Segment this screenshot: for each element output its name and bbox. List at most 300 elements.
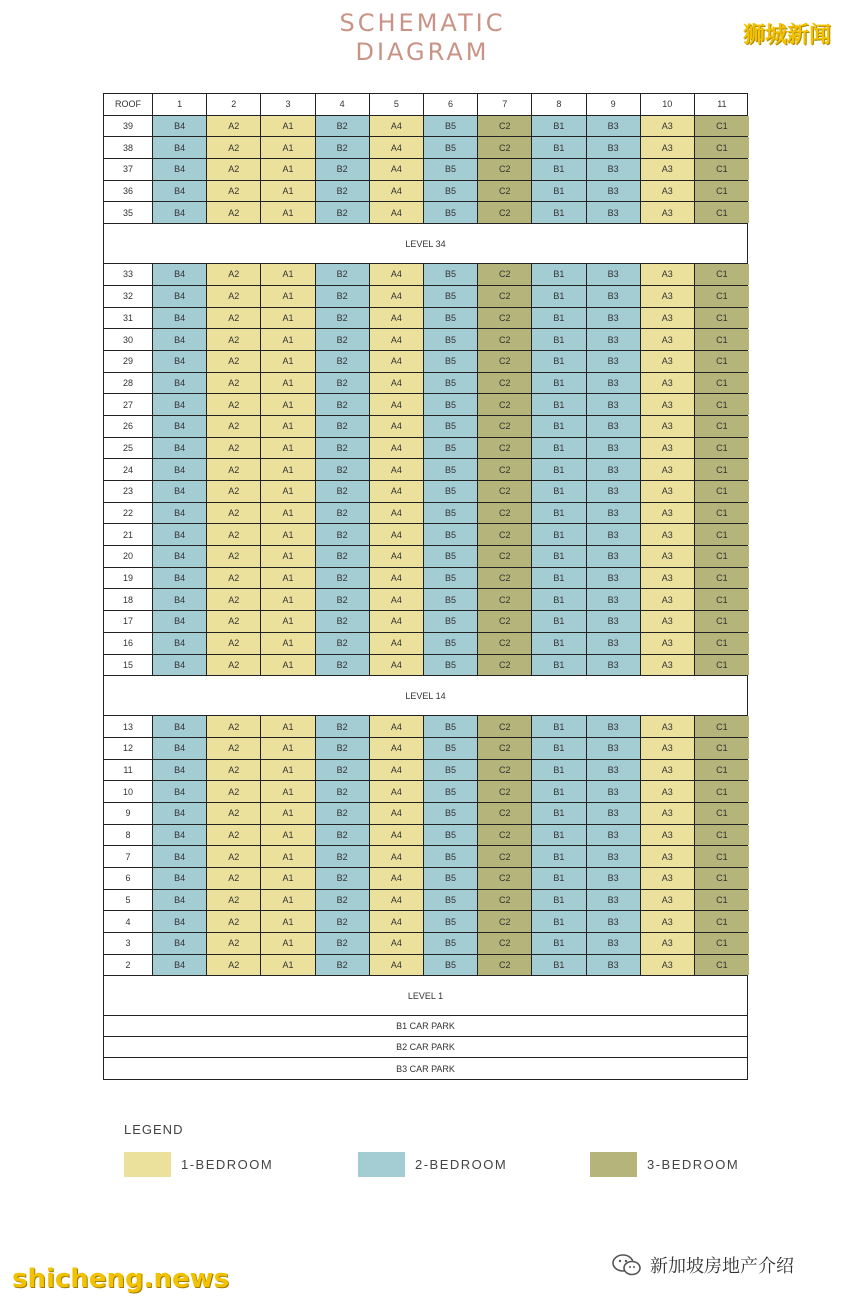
unit-cell: A2 bbox=[207, 264, 261, 285]
unit-cell: B4 bbox=[153, 890, 207, 911]
unit-cell: C1 bbox=[695, 890, 749, 911]
unit-cell: A1 bbox=[261, 633, 315, 654]
unit-cell: A1 bbox=[261, 933, 315, 954]
unit-cell: A2 bbox=[207, 846, 261, 867]
floor-label: 28 bbox=[104, 373, 153, 394]
floor-label: 15 bbox=[104, 655, 153, 676]
legend-label-2-bedroom: 2-BEDROOM bbox=[415, 1157, 508, 1172]
floor-label: 33 bbox=[104, 264, 153, 285]
unit-cell: B3 bbox=[587, 655, 641, 676]
unit-cell: B4 bbox=[153, 589, 207, 610]
floor-row bbox=[104, 611, 747, 633]
unit-cell: A3 bbox=[641, 373, 695, 394]
unit-cell: A3 bbox=[641, 286, 695, 307]
level-label: LEVEL 14 bbox=[405, 690, 446, 701]
unit-cell: B5 bbox=[424, 760, 478, 781]
stack-header: 2 bbox=[207, 94, 261, 115]
floor-label: 8 bbox=[104, 825, 153, 846]
unit-cell: B1 bbox=[532, 655, 586, 676]
unit-cell: B3 bbox=[587, 825, 641, 846]
unit-cell: C2 bbox=[478, 738, 532, 759]
unit-cell: B5 bbox=[424, 524, 478, 545]
legend-label-3-bedroom: 3-BEDROOM bbox=[647, 1157, 740, 1172]
floor-row bbox=[104, 781, 747, 803]
unit-cell: A3 bbox=[641, 633, 695, 654]
unit-cell: A2 bbox=[207, 716, 261, 737]
floor-row bbox=[104, 286, 747, 308]
unit-cell: A3 bbox=[641, 329, 695, 350]
unit-cell: B1 bbox=[532, 846, 586, 867]
unit-cell: A1 bbox=[261, 416, 315, 437]
unit-cell: B1 bbox=[532, 394, 586, 415]
unit-cell: B2 bbox=[316, 524, 370, 545]
floor-row bbox=[104, 394, 747, 416]
floor-row bbox=[104, 351, 747, 373]
floor-row bbox=[104, 159, 747, 181]
unit-cell: B3 bbox=[587, 846, 641, 867]
unit-cell: B2 bbox=[316, 933, 370, 954]
unit-cell: C2 bbox=[478, 760, 532, 781]
unit-cell: C2 bbox=[478, 137, 532, 158]
level-row bbox=[104, 224, 747, 264]
unit-cell: B2 bbox=[316, 394, 370, 415]
unit-cell: A1 bbox=[261, 781, 315, 802]
unit-cell: A3 bbox=[641, 655, 695, 676]
stack-header: 3 bbox=[261, 94, 315, 115]
unit-cell: B3 bbox=[587, 933, 641, 954]
unit-cell: B4 bbox=[153, 524, 207, 545]
unit-cell: A2 bbox=[207, 738, 261, 759]
floor-row bbox=[104, 955, 747, 977]
unit-cell: B5 bbox=[424, 955, 478, 976]
unit-cell: A3 bbox=[641, 803, 695, 824]
unit-cell: C1 bbox=[695, 589, 749, 610]
unit-cell: B3 bbox=[587, 890, 641, 911]
unit-cell: A1 bbox=[261, 459, 315, 480]
unit-cell: B1 bbox=[532, 803, 586, 824]
unit-cell: B5 bbox=[424, 481, 478, 502]
unit-cell: A1 bbox=[261, 825, 315, 846]
unit-cell: A4 bbox=[370, 911, 424, 932]
unit-cell: B3 bbox=[587, 394, 641, 415]
floor-row bbox=[104, 524, 747, 546]
unit-cell: B2 bbox=[316, 202, 370, 223]
unit-cell: A4 bbox=[370, 181, 424, 202]
floor-label: 21 bbox=[104, 524, 153, 545]
unit-cell: B1 bbox=[532, 181, 586, 202]
unit-cell: B2 bbox=[316, 760, 370, 781]
unit-cell: B3 bbox=[587, 137, 641, 158]
floor-row bbox=[104, 589, 747, 611]
unit-cell: B4 bbox=[153, 329, 207, 350]
unit-cell: B1 bbox=[532, 568, 586, 589]
unit-cell: A4 bbox=[370, 655, 424, 676]
unit-cell: A2 bbox=[207, 116, 261, 137]
unit-cell: B2 bbox=[316, 868, 370, 889]
unit-cell: B5 bbox=[424, 546, 478, 567]
floor-row bbox=[104, 846, 747, 868]
unit-cell: A3 bbox=[641, 716, 695, 737]
unit-cell: A1 bbox=[261, 890, 315, 911]
unit-cell: B3 bbox=[587, 416, 641, 437]
unit-cell: B2 bbox=[316, 137, 370, 158]
stack-header: 11 bbox=[717, 99, 727, 110]
floor-label: 37 bbox=[104, 159, 153, 180]
unit-cell: C1 bbox=[695, 933, 749, 954]
unit-cell: B1 bbox=[532, 781, 586, 802]
unit-cell: B4 bbox=[153, 202, 207, 223]
unit-cell: A3 bbox=[641, 181, 695, 202]
unit-cell: B3 bbox=[587, 633, 641, 654]
unit-cell: B3 bbox=[587, 568, 641, 589]
unit-cell: B3 bbox=[587, 202, 641, 223]
unit-cell: A4 bbox=[370, 503, 424, 524]
unit-cell: B5 bbox=[424, 655, 478, 676]
unit-cell: C1 bbox=[695, 868, 749, 889]
unit-cell: B4 bbox=[153, 116, 207, 137]
unit-cell: A3 bbox=[641, 137, 695, 158]
unit-cell: A1 bbox=[261, 911, 315, 932]
unit-cell: A4 bbox=[370, 524, 424, 545]
floor-row bbox=[104, 738, 747, 760]
unit-cell: A1 bbox=[261, 568, 315, 589]
unit-cell: B5 bbox=[424, 286, 478, 307]
unit-cell: C2 bbox=[478, 116, 532, 137]
unit-cell: B2 bbox=[316, 955, 370, 976]
unit-cell: B4 bbox=[153, 633, 207, 654]
floor-row bbox=[104, 568, 747, 590]
stack-header: 7 bbox=[478, 94, 532, 115]
unit-cell: B2 bbox=[316, 286, 370, 307]
unit-cell: C2 bbox=[478, 546, 532, 567]
unit-cell: A1 bbox=[261, 955, 315, 976]
floor-row bbox=[104, 546, 747, 568]
unit-cell: A1 bbox=[261, 373, 315, 394]
unit-cell: A2 bbox=[207, 137, 261, 158]
car-park-label: B2 CAR PARK bbox=[396, 1042, 455, 1053]
unit-cell: B5 bbox=[424, 394, 478, 415]
unit-cell: C2 bbox=[478, 524, 532, 545]
unit-cell: C2 bbox=[478, 351, 532, 372]
unit-cell: B3 bbox=[587, 760, 641, 781]
unit-cell: A1 bbox=[261, 116, 315, 137]
unit-cell: A3 bbox=[641, 955, 695, 976]
unit-cell: A4 bbox=[370, 633, 424, 654]
unit-cell: B1 bbox=[532, 589, 586, 610]
unit-cell: B4 bbox=[153, 738, 207, 759]
unit-cell: B1 bbox=[532, 438, 586, 459]
unit-cell: A3 bbox=[641, 568, 695, 589]
unit-cell: C1 bbox=[695, 911, 749, 932]
floor-label: 23 bbox=[104, 481, 153, 502]
level-row bbox=[104, 676, 747, 716]
unit-cell: B3 bbox=[587, 611, 641, 632]
unit-cell: A3 bbox=[641, 846, 695, 867]
unit-cell: A3 bbox=[641, 159, 695, 180]
floor-row bbox=[104, 116, 747, 138]
unit-cell: A3 bbox=[641, 868, 695, 889]
unit-cell: A4 bbox=[370, 116, 424, 137]
floor-row bbox=[104, 438, 747, 460]
unit-cell: B4 bbox=[153, 416, 207, 437]
floor-row bbox=[104, 202, 747, 224]
unit-cell: C2 bbox=[478, 568, 532, 589]
unit-cell: A1 bbox=[261, 264, 315, 285]
unit-cell: B3 bbox=[587, 373, 641, 394]
unit-cell: A4 bbox=[370, 933, 424, 954]
watermark-bottom-right bbox=[612, 1252, 794, 1278]
unit-cell: C1 bbox=[695, 373, 749, 394]
unit-cell: C1 bbox=[695, 568, 749, 589]
unit-cell: B2 bbox=[316, 116, 370, 137]
floor-label: 11 bbox=[104, 760, 153, 781]
unit-cell: B2 bbox=[316, 568, 370, 589]
unit-cell: B4 bbox=[153, 825, 207, 846]
unit-cell: A3 bbox=[641, 524, 695, 545]
floor-label: 39 bbox=[104, 116, 153, 137]
stack-header: 5 bbox=[370, 94, 424, 115]
unit-cell: B2 bbox=[316, 438, 370, 459]
unit-cell: A3 bbox=[641, 116, 695, 137]
unit-cell: B3 bbox=[587, 459, 641, 480]
unit-cell: B2 bbox=[316, 803, 370, 824]
unit-cell: C1 bbox=[695, 716, 749, 737]
floor-row bbox=[104, 481, 747, 503]
unit-cell: B3 bbox=[587, 716, 641, 737]
unit-cell: B4 bbox=[153, 181, 207, 202]
floor-row bbox=[104, 137, 747, 159]
unit-cell: C1 bbox=[695, 760, 749, 781]
wechat-account-name: 新加坡房地产介绍 bbox=[650, 1256, 794, 1277]
unit-cell: B1 bbox=[532, 159, 586, 180]
unit-cell: A2 bbox=[207, 373, 261, 394]
floor-row bbox=[104, 655, 747, 677]
unit-cell: B2 bbox=[316, 264, 370, 285]
unit-cell: B5 bbox=[424, 911, 478, 932]
floor-label: 27 bbox=[104, 394, 153, 415]
unit-cell: C2 bbox=[478, 416, 532, 437]
unit-cell: A4 bbox=[370, 481, 424, 502]
unit-cell: C2 bbox=[478, 955, 532, 976]
floor-label: 20 bbox=[104, 546, 153, 567]
unit-cell: A4 bbox=[370, 264, 424, 285]
unit-cell: A1 bbox=[261, 159, 315, 180]
unit-cell: C2 bbox=[478, 373, 532, 394]
unit-cell: B2 bbox=[316, 159, 370, 180]
unit-cell: A2 bbox=[207, 546, 261, 567]
unit-cell: A4 bbox=[370, 738, 424, 759]
unit-cell: A1 bbox=[261, 803, 315, 824]
unit-cell: A2 bbox=[207, 589, 261, 610]
unit-cell: C2 bbox=[478, 159, 532, 180]
unit-cell: B5 bbox=[424, 503, 478, 524]
unit-cell: C1 bbox=[695, 825, 749, 846]
floor-row bbox=[104, 264, 747, 286]
unit-cell: A3 bbox=[641, 781, 695, 802]
unit-cell: C2 bbox=[478, 264, 532, 285]
floor-row bbox=[104, 825, 747, 847]
unit-cell: B1 bbox=[532, 351, 586, 372]
unit-cell: C1 bbox=[695, 351, 749, 372]
legend-swatch-3-bedroom bbox=[590, 1152, 637, 1177]
car-park-label: B1 CAR PARK bbox=[396, 1021, 455, 1032]
unit-cell: B5 bbox=[424, 825, 478, 846]
floor-row bbox=[104, 373, 747, 395]
unit-cell: C2 bbox=[478, 803, 532, 824]
unit-cell: B3 bbox=[587, 286, 641, 307]
floor-label: 35 bbox=[104, 202, 153, 223]
unit-cell: B5 bbox=[424, 373, 478, 394]
floor-label: 18 bbox=[104, 589, 153, 610]
level-label: LEVEL 1 bbox=[407, 990, 444, 1001]
unit-cell: A1 bbox=[261, 181, 315, 202]
unit-cell: B1 bbox=[532, 202, 586, 223]
unit-cell: A2 bbox=[207, 633, 261, 654]
unit-cell: C1 bbox=[695, 955, 749, 976]
unit-cell: B1 bbox=[532, 911, 586, 932]
unit-cell: B1 bbox=[532, 459, 586, 480]
unit-cell: A3 bbox=[641, 825, 695, 846]
floor-label: 25 bbox=[104, 438, 153, 459]
unit-cell: A4 bbox=[370, 868, 424, 889]
legend-swatch-2-bedroom bbox=[358, 1152, 405, 1177]
unit-cell: C2 bbox=[478, 825, 532, 846]
unit-cell: C1 bbox=[695, 308, 749, 329]
unit-cell: B2 bbox=[316, 589, 370, 610]
unit-cell: C2 bbox=[478, 911, 532, 932]
unit-cell: B4 bbox=[153, 716, 207, 737]
floor-row bbox=[104, 633, 747, 655]
unit-cell: B1 bbox=[532, 825, 586, 846]
floor-row bbox=[104, 716, 747, 738]
floor-row bbox=[104, 459, 747, 481]
unit-cell: B5 bbox=[424, 803, 478, 824]
unit-cell: A3 bbox=[641, 416, 695, 437]
unit-cell: A3 bbox=[641, 202, 695, 223]
unit-cell: C2 bbox=[478, 716, 532, 737]
unit-cell: B4 bbox=[153, 481, 207, 502]
unit-cell: C1 bbox=[695, 846, 749, 867]
unit-cell: C1 bbox=[695, 633, 749, 654]
floor-label: 6 bbox=[104, 868, 153, 889]
floor-label: 17 bbox=[104, 611, 153, 632]
unit-cell: B3 bbox=[587, 116, 641, 137]
unit-cell: B1 bbox=[532, 481, 586, 502]
unit-cell: A4 bbox=[370, 955, 424, 976]
unit-cell: B1 bbox=[532, 546, 586, 567]
unit-cell: C1 bbox=[695, 481, 749, 502]
unit-cell: B3 bbox=[587, 181, 641, 202]
unit-cell: B3 bbox=[587, 911, 641, 932]
unit-cell: A4 bbox=[370, 351, 424, 372]
unit-cell: B5 bbox=[424, 846, 478, 867]
unit-cell: B2 bbox=[316, 546, 370, 567]
unit-cell: C2 bbox=[478, 329, 532, 350]
legend-item-1-bedroom bbox=[124, 1152, 273, 1177]
unit-cell: C2 bbox=[478, 459, 532, 480]
unit-cell: B2 bbox=[316, 329, 370, 350]
unit-cell: B4 bbox=[153, 911, 207, 932]
unit-cell: B4 bbox=[153, 868, 207, 889]
legend-title: LEGEND bbox=[124, 1122, 184, 1137]
floor-label: 4 bbox=[104, 911, 153, 932]
roof-label: ROOF bbox=[104, 94, 153, 115]
unit-cell: C1 bbox=[695, 137, 749, 158]
unit-cell: B5 bbox=[424, 568, 478, 589]
unit-cell: B2 bbox=[316, 416, 370, 437]
unit-cell: B4 bbox=[153, 351, 207, 372]
unit-cell: B2 bbox=[316, 633, 370, 654]
unit-cell: B4 bbox=[153, 760, 207, 781]
unit-cell: A2 bbox=[207, 416, 261, 437]
unit-cell: A4 bbox=[370, 202, 424, 223]
unit-cell: B2 bbox=[316, 890, 370, 911]
unit-cell: B5 bbox=[424, 781, 478, 802]
unit-cell: A4 bbox=[370, 286, 424, 307]
unit-cell: A3 bbox=[641, 589, 695, 610]
unit-cell: A4 bbox=[370, 459, 424, 480]
unit-cell: B3 bbox=[587, 503, 641, 524]
unit-cell: A4 bbox=[370, 394, 424, 415]
unit-cell: B3 bbox=[587, 481, 641, 502]
unit-cell: A3 bbox=[641, 264, 695, 285]
unit-cell: A3 bbox=[641, 503, 695, 524]
unit-cell: B4 bbox=[153, 611, 207, 632]
unit-cell: A1 bbox=[261, 611, 315, 632]
unit-cell: B4 bbox=[153, 159, 207, 180]
unit-cell: A1 bbox=[261, 137, 315, 158]
unit-cell: A1 bbox=[261, 329, 315, 350]
unit-cell: B5 bbox=[424, 933, 478, 954]
unit-cell: B2 bbox=[316, 373, 370, 394]
unit-cell: A3 bbox=[641, 546, 695, 567]
unit-cell: B5 bbox=[424, 416, 478, 437]
unit-cell: B2 bbox=[316, 611, 370, 632]
unit-cell: C1 bbox=[695, 655, 749, 676]
legend-swatch-1-bedroom bbox=[124, 1152, 171, 1177]
unit-cell: A1 bbox=[261, 716, 315, 737]
unit-cell: B1 bbox=[532, 738, 586, 759]
unit-cell: A4 bbox=[370, 589, 424, 610]
unit-cell: B4 bbox=[153, 137, 207, 158]
floor-label: 7 bbox=[104, 846, 153, 867]
floor-row bbox=[104, 890, 747, 912]
unit-cell: B4 bbox=[153, 933, 207, 954]
unit-cell: C1 bbox=[695, 264, 749, 285]
floor-row bbox=[104, 868, 747, 890]
unit-cell: B5 bbox=[424, 264, 478, 285]
unit-cell: C1 bbox=[695, 181, 749, 202]
unit-cell: B3 bbox=[587, 524, 641, 545]
floor-row bbox=[104, 503, 747, 525]
unit-cell: B5 bbox=[424, 738, 478, 759]
unit-cell: B3 bbox=[587, 738, 641, 759]
unit-cell: B3 bbox=[587, 955, 641, 976]
unit-cell: A1 bbox=[261, 438, 315, 459]
legend-item-2-bedroom bbox=[358, 1152, 507, 1177]
floor-label: 22 bbox=[104, 503, 153, 524]
unit-cell: B1 bbox=[532, 116, 586, 137]
unit-cell: A1 bbox=[261, 846, 315, 867]
floor-label: 9 bbox=[104, 803, 153, 824]
unit-cell: A4 bbox=[370, 825, 424, 846]
car-park-row bbox=[104, 1058, 747, 1079]
car-park-row bbox=[104, 1016, 747, 1037]
unit-cell: B5 bbox=[424, 116, 478, 137]
unit-cell: B1 bbox=[532, 524, 586, 545]
unit-cell: B3 bbox=[587, 546, 641, 567]
floor-row bbox=[104, 181, 747, 203]
